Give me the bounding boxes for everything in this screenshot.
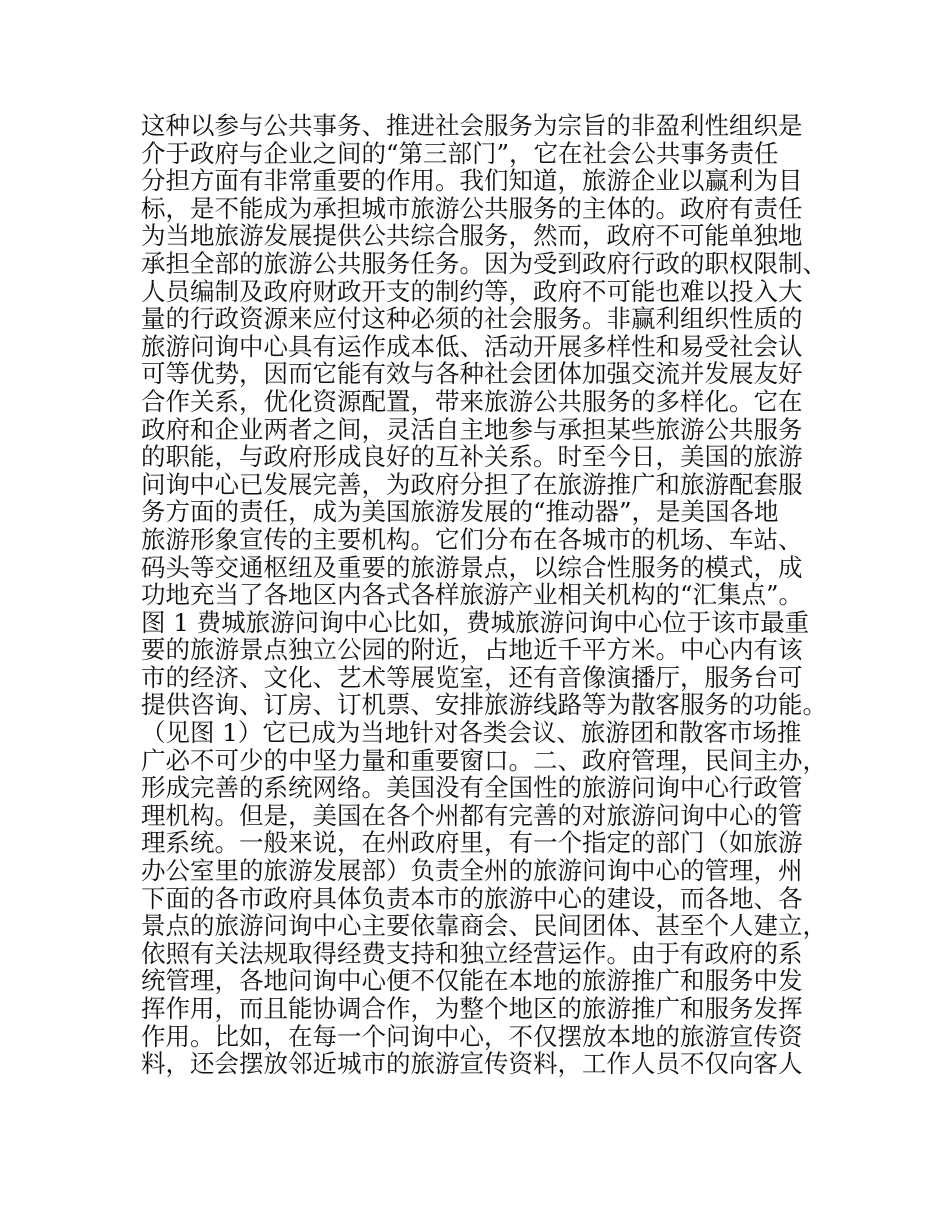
text-line: 标，是不能成为承担城市旅游公共服务的主体的。政府有责任 (141, 193, 803, 223)
text-line: 承担全部的旅游公共服务任务。因为受到政府行政的职权限制、 (141, 248, 827, 278)
text-line: 分担方面有非常重要的作用。我们知道，旅游企业以赢利为目 (141, 166, 803, 196)
text-line: 介于政府与企业之间的“第三部门”，它在社会公共事务责任 (141, 138, 779, 168)
text-line: 作用。比如，在每一个问询中心，不仅摆放本地的旅游宣传资 (141, 1021, 803, 1051)
text-line: 这种以参与公共事务、推进社会服务为宗旨的非盈利性组织是 (141, 111, 803, 140)
text-line: 要的旅游景点独立公园的附近，占地近千平方米。中心内有该 (141, 635, 803, 665)
text-line: 下面的各市政府具体负责本市的旅游中心的建设，而各地、各 (141, 883, 803, 913)
text-line: 人员编制及政府财政开支的制约等，政府不可能也难以投入大 (141, 276, 803, 306)
text-line: 合作关系，优化资源配置，带来旅游公共服务的多样化。它在 (141, 386, 803, 416)
text-line: 统管理，各地问询中心便不仅能在本地的旅游推广和服务中发 (141, 966, 803, 996)
text-line: 图 1 费城旅游问询中心比如，费城旅游问询中心位于该市最重 (141, 607, 810, 637)
text-line: （见图 1）它已成为当地针对各类会议、旅游团和散客市场推 (141, 718, 802, 748)
body-text (141, 111, 827, 1079)
text-line: 挥作用，而且能协调合作，为整个地区的旅游推广和服务发挥 (141, 994, 803, 1023)
text-line: 问询中心已发展完善，为政府分担了在旅游推广和旅游配套服 (141, 469, 803, 499)
text-line: 形成完善的系统网络。美国没有全国性的旅游问询中心行政管 (141, 773, 803, 803)
text-line: 提供咨询、订房、订机票、安排旅游线路等为散客服务的功能。 (141, 690, 827, 720)
text-line: 量的行政资源来应付这种必须的社会服务。非赢利组织性质的 (141, 304, 803, 334)
text-line: 广必不可少的中坚力量和重要窗口。二、政府管理，民间主办， (141, 745, 827, 775)
text-line: 为当地旅游发展提供公共综合服务，然而，政府不可能单独地 (141, 221, 803, 251)
text-line: 理机构。但是，美国在各个州都有完善的对旅游问询中心的管 (141, 800, 803, 830)
text-line: 旅游形象宣传的主要机构。它们分布在各城市的机场、车站、 (141, 524, 803, 554)
text-line: 旅游问询中心具有运作成本低、活动开展多样性和易受社会认 (141, 331, 803, 361)
text-line: 的职能，与政府形成良好的互补关系。时至今日，美国的旅游 (141, 442, 803, 472)
text-line: 功地充当了各地区内各式各样旅游产业相关机构的“汇集点”。 (141, 580, 804, 610)
text-line: 景点的旅游问询中心主要依靠商会、民间团体、甚至个人建立， (141, 911, 827, 941)
text-line: 务方面的责任，成为美国旅游发展的“推动器”，是美国各地 (141, 497, 779, 527)
text-line: 市的经济、文化、艺术等展览室，还有音像演播厅，服务台可 (141, 662, 803, 692)
text-line: 办公室里的旅游发展部）负责全州的旅游问询中心的管理，州 (141, 856, 803, 886)
text-line: 码头等交通枢纽及重要的旅游景点，以综合性服务的模式，成 (141, 552, 803, 582)
text-line: 依照有关法规取得经费支持和独立经营运作。由于有政府的系 (141, 938, 803, 968)
text-line: 可等优势，因而它能有效与各种社会团体加强交流并发展友好 (141, 359, 803, 389)
text-line: 理系统。一般来说，在州政府里，有一个指定的部门（如旅游 (141, 828, 803, 858)
text-line: 料，还会摆放邻近城市的旅游宣传资料，工作人员不仅向客人 (141, 1049, 803, 1079)
text-line: 政府和企业两者之间，灵活自主地参与承担某些旅游公共服务 (141, 414, 803, 444)
